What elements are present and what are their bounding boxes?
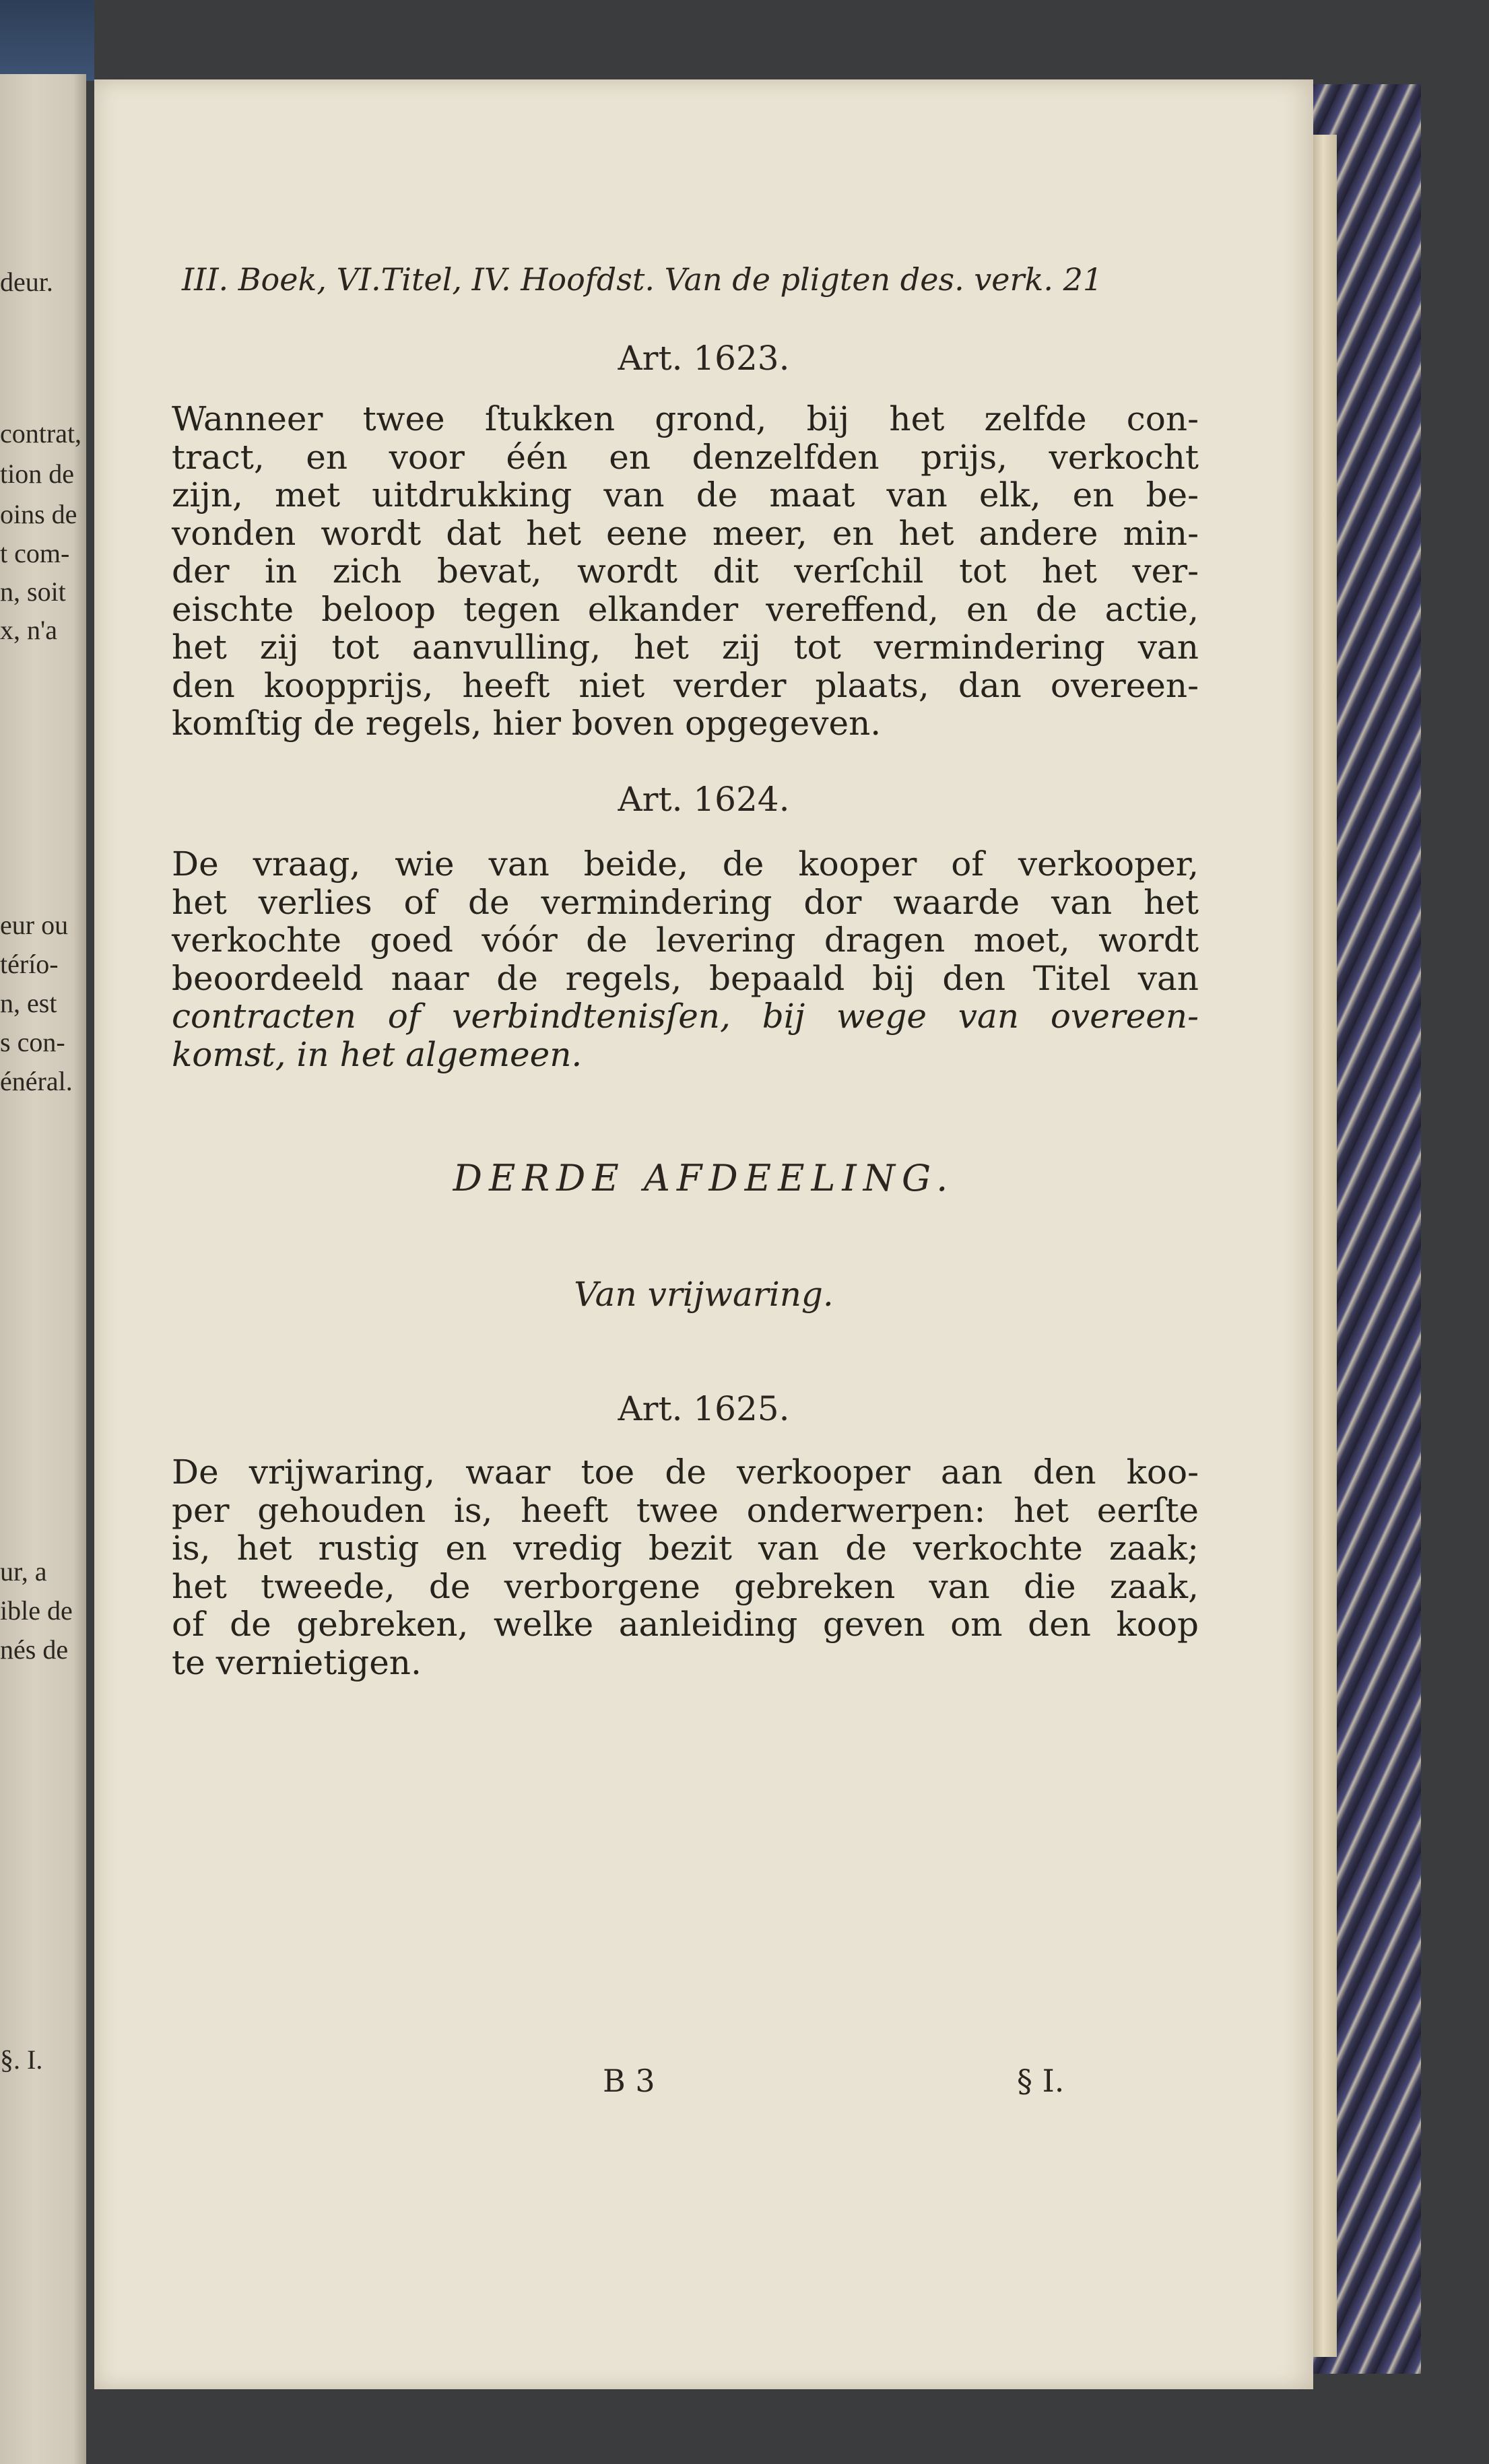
left-page-fragment: n, est	[0, 988, 57, 1018]
book-page	[94, 79, 1313, 2389]
left-page-fragment: oins de	[0, 499, 77, 529]
left-page-fragment: contrat,	[0, 418, 82, 448]
catchword: § I.	[1017, 2063, 1065, 2099]
left-page-fragment: ur, a	[0, 1556, 47, 1587]
text-line: het zij tot aanvulling, het zij tot vermindering van	[172, 628, 1199, 667]
left-page-fragment: n, soit	[0, 576, 66, 607]
left-page-fragment: ible de	[0, 1595, 73, 1626]
left-page-fragment: §. I.	[0, 2044, 43, 2075]
text-line: het verlies of de vermindering dor waarde van het	[172, 882, 1199, 922]
text-line: of de gebreken, welke aanleiding geven om den koop	[172, 1605, 1199, 1644]
left-page-fragment: x, n'a	[0, 615, 57, 645]
article-heading: Art. 1623.	[618, 339, 790, 378]
text-line: der in zich bevat, wordt dit verſchil tot het ver-	[172, 552, 1199, 591]
text-line: het tweede, de verborgene gebreken van die zaak,	[172, 1566, 1199, 1606]
article-text	[172, 400, 1199, 743]
text-line: Wanneer twee ſtukken grond, bij het zelfde con-	[172, 399, 1199, 438]
left-page-fragment: térío-	[0, 949, 59, 979]
text-line: De vraag, wie van beide, de kooper of verkooper,	[172, 844, 1199, 884]
text-line: is, het rustig en vredig bezit van de verkochte zaak;	[172, 1529, 1199, 1568]
text-line: De vrijwaring, waar toe de verkooper aan den koo-	[172, 1453, 1199, 1492]
article-heading: Art. 1625.	[618, 1389, 790, 1428]
signature-mark: B 3	[603, 2063, 655, 2099]
text-line: tract, en voor één en denzelfden prijs, verkocht	[172, 437, 1199, 477]
subsection-title: Van vrijwaring.	[574, 1275, 834, 1314]
text-line: eischte beloop tegen elkander vereffend, en de actie,	[172, 589, 1199, 629]
article-text	[172, 1453, 1199, 1681]
left-page-fragment: deur.	[0, 267, 53, 297]
left-page-fragment: nés de	[0, 1634, 69, 1665]
page-edges	[1310, 135, 1337, 2357]
book-spine	[0, 0, 94, 81]
article-text	[172, 845, 1199, 1073]
left-facing-page	[0, 74, 86, 2464]
article-heading: Art. 1624.	[618, 780, 790, 819]
text-line: zijn, met uitdrukking van de maat van elk, en be-	[172, 475, 1199, 514]
left-page-fragment: t com-	[0, 538, 70, 568]
text-line: contracten of verbindtenisſen, bij wege van overeen-	[172, 997, 1199, 1036]
text-line: komst, in het algemeen.	[172, 1034, 583, 1074]
left-page-fragment: tion de	[0, 459, 74, 489]
left-page-fragment: s con-	[0, 1027, 65, 1057]
left-page-fragment: eur ou	[0, 910, 69, 940]
section-title: DERDE AFDEELING.	[453, 1157, 955, 1199]
text-line: den koopprijs, heeft niet verder plaats, dan overeen-	[172, 665, 1199, 705]
left-page-fragment: énéral.	[0, 1066, 73, 1096]
text-line: verkochte goed vóór de levering dragen moet, wordt	[172, 921, 1199, 960]
text-line: vonden wordt dat het eene meer, en het andere min-	[172, 513, 1199, 553]
text-line: beoordeeld naar de regels, bepaald bij den Titel van	[172, 958, 1199, 998]
text-line: per gehouden is, heeft twee onderwerpen: het eerſte	[172, 1490, 1199, 1530]
running-head: III. Boek, VI.Titel, IV. Hoofdst. Van de pligten des. verk. 21	[182, 261, 1103, 298]
text-line: te vernietigen.	[172, 1642, 422, 1682]
text-line: komſtig de regels, hier boven opgegeven.	[172, 704, 882, 743]
